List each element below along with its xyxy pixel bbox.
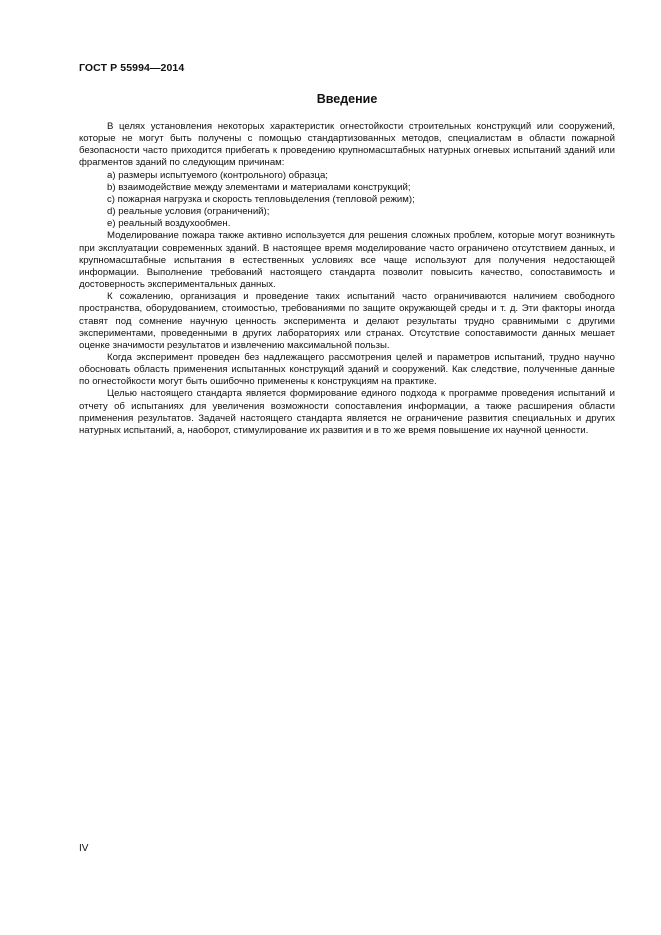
list-item-c: c) пожарная нагрузка и скорость тепловыделения (тепловой режим);: [107, 193, 415, 205]
list-item-e: e) реальный воздухообмен.: [107, 218, 231, 230]
paragraph-modeling: Моделирование пожара также активно используется для решения сложных проблем, которые могут возникнуть при эксплуатации современных зданий. В настоящее время моделирование часто ограничено отсутствием данных, и крупномасштабные испытания в естественных условиях все чаще используют для получения недостающей информации. Выполнение требований настоящего стандарта позволит повысить качество, сопоставимость и достоверность экспериментальных данных.: [79, 230, 615, 291]
paragraph-intro: В целях установления некоторых характеристик огнестойкости строительных конструкций или сооружений, которые не могут быть получены с помощью стандартизованных методов, специалистам в области пожарной безопасности часто приходится прибегать к проведению крупномасштабных натурных огневых испытаний зданий или фрагментов зданий по следующим причинам:: [79, 121, 615, 169]
section-title: Введение: [316, 92, 378, 106]
document-code: ГОСТ Р 55994—2014: [79, 62, 185, 74]
list-item-b: b) взаимодействие между элементами и материалами конструкций;: [107, 181, 411, 193]
paragraph-limitations: К сожалению, организация и проведение таких испытаний часто ограничиваются наличием свободного пространства, оборудованием, стоимостью, требованиями по защите окружающей среды и т. д. Эти факторы иногда ставят под сомнение научную ценность эксперимента и делают результаты трудно сравнимыми с другими экспериментами, проведенными в других лабораториях или странах. Отсутствие сопоставимости данных мешает оценке значимости результатов и извлечению максимальной пользы.: [79, 291, 615, 351]
list-item-a: a) размеры испытуемого (контрольного) образца;: [107, 169, 328, 181]
page-number: IV: [79, 843, 89, 854]
list-item-d: d) реальные условия (ограничений);: [107, 206, 270, 218]
paragraph-consequences: Когда эксперимент проведен без надлежащего рассмотрения целей и параметров испытаний, трудно научно обосновать область применения испытанных конструкций зданий и сооружений. Как следствие, полученные данные по огнестойкости могут быть ошибочно применены к конструкциям на практике.: [79, 351, 615, 388]
paragraph-purpose: Целью настоящего стандарта является формирование единого подхода к программе проведения испытаний и отчету об испытаниях для увеличения возможности сопоставления информации, а также расширения области применения результатов. Задачей настоящего стандарта является не ограничение развития специальных и других натурных испытаний, а, наоборот, стимулирование их развития и в то же время повышение их научной ценности.: [79, 388, 615, 436]
document-body: [79, 121, 615, 437]
